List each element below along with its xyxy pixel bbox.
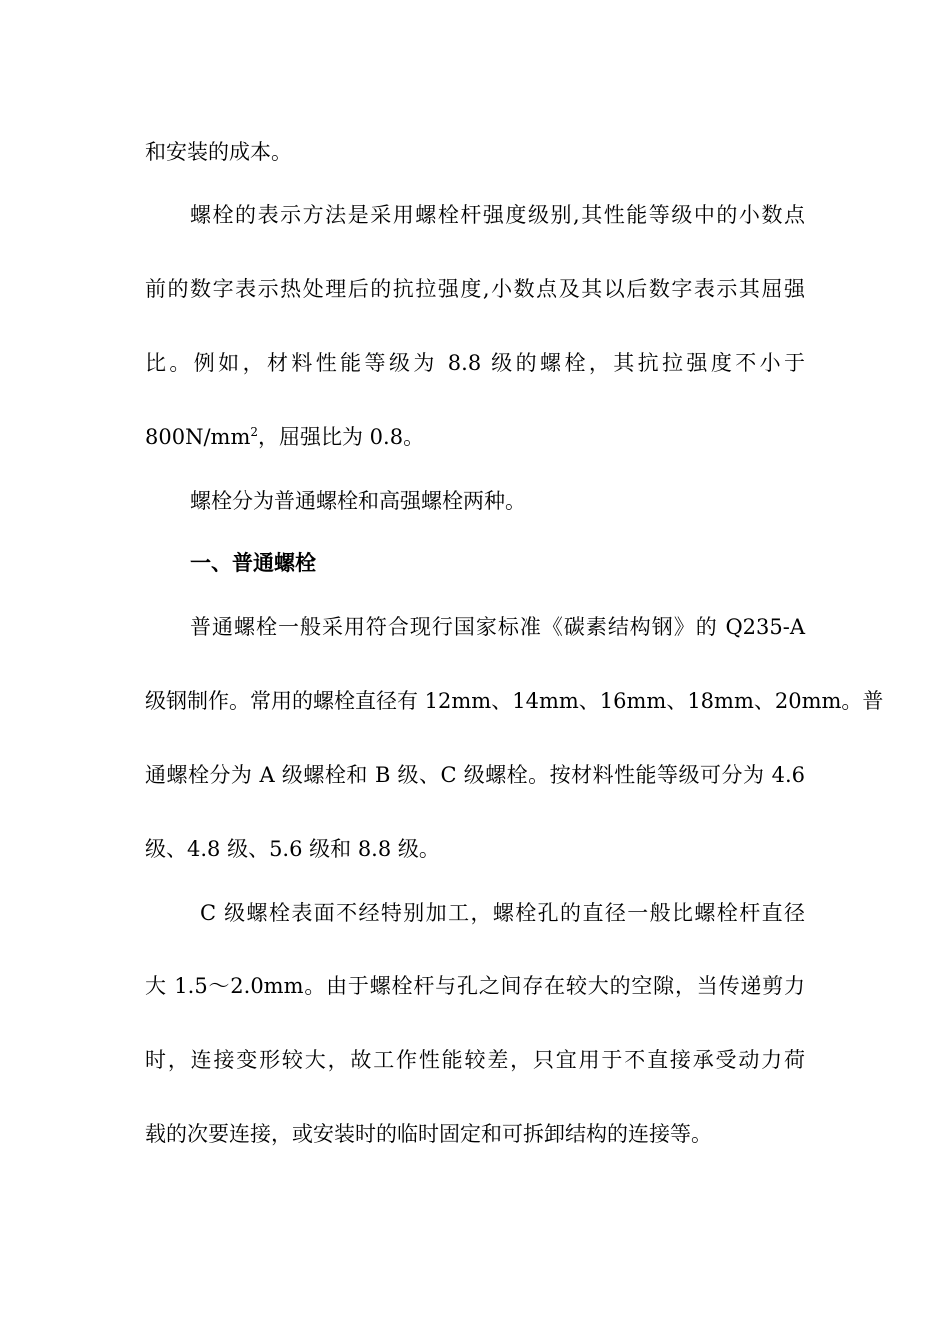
- paragraph-line: 载的次要连接，或安装时的临时固定和可拆卸结构的连接等。: [145, 1122, 712, 1146]
- line-continuation: ，屈强比为 0.8。: [258, 425, 425, 449]
- unit-text: 800N/mm: [145, 425, 251, 449]
- section-heading: 一、普通螺栓: [190, 550, 316, 575]
- paragraph-line: 螺栓的表示方法是采用螺栓杆强度级别,其性能等级中的小数点: [190, 203, 805, 227]
- paragraph-line: 比。例如，材料性能等级为 8.8 级的螺栓，其抗拉强度不小于: [145, 351, 805, 375]
- paragraph-line: [145, 422, 805, 452]
- paragraph-line: 普通螺栓一般采用符合现行国家标准《碳素结构钢》的 Q235-A: [190, 615, 805, 639]
- superscript-exponent: 2: [250, 425, 258, 439]
- paragraph-line: 级、4.8 级、5.6 级和 8.8 级。: [145, 837, 440, 861]
- paragraph-line: 级钢制作。常用的螺栓直径有 12mm、14mm、16mm、18mm、20mm。普: [145, 689, 884, 713]
- paragraph-line: 和安装的成本。: [145, 140, 292, 164]
- paragraph-line: 时，连接变形较大，故工作性能较差，只宜用于不直接承受动力荷: [145, 1048, 805, 1072]
- paragraph-line: 前的数字表示热处理后的抗拉强度,小数点及其以后数字表示其屈强: [145, 277, 805, 301]
- paragraph-line: 螺栓分为普通螺栓和高强螺栓两种。: [190, 489, 526, 513]
- paragraph-line: 通螺栓分为 A 级螺栓和 B 级、C 级螺栓。按材料性能等级可分为 4.6: [145, 763, 805, 787]
- paragraph-line: C 级螺栓表面不经特别加工，螺栓孔的直径一般比螺栓杆直径: [200, 901, 805, 925]
- paragraph-line: 大 1.5～2.0mm。由于螺栓杆与孔之间存在较大的空隙，当传递剪力: [145, 974, 805, 998]
